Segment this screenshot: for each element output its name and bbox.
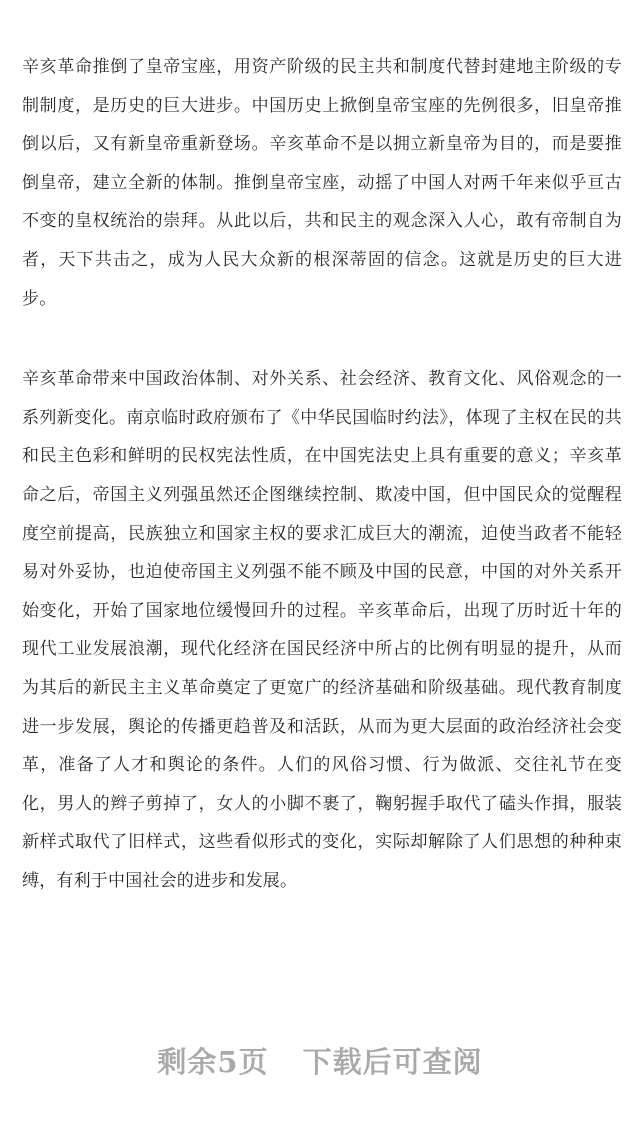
document-body [22, 48, 622, 900]
download-prompt[interactable] [0, 1040, 640, 1081]
paragraph-2: 辛亥革命带来中国政治体制、对外关系、社会经济、教育文化、风俗观念的一系列新变化。南京临时政府颁布了《中华民国临时约法》，体现了主权在民的共和民主色彩和鲜明的民权宪法性质，在中国宪法史上具有重要的意义；辛亥革命之后，帝国主义列强虽然还企图继续控制、欺凌中国，但中国民众的觉醒程度空前提高，民族独立和国家主权的要求汇成巨大的潮流，迫使当政者不能轻易对外妥协，也迫使帝国主义列强不能不顾及中国的民意，中国的对外关系开始变化，开始了国家地位缓慢回升的过程。辛亥革命后，出现了历时近十年的现代工业发展浪潮，现代化经济在国民经济中所占的比例有明显的提升，从而为其后的新民主主义革命奠定了更宽广的经济基础和阶级基础。现代教育制度进一步发展，舆论的传播更趋普及和活跃，从而为更大层面的政治经济社会变革，准备了人才和舆论的条件。人们的风俗习惯、行为做派、交往礼节在变化，男人的辫子剪掉了，女人的小脚不裹了，鞠躬握手取代了磕头作揖，服装新样式取代了旧样式，这些看似形式的变化，实际却解除了人们思想的种种束缚，有利于中国社会的进步和发展。 [22, 369, 622, 891]
download-hint-label: 下载后可查阅 [302, 1045, 483, 1079]
remaining-pages-label: 剩余5页 [157, 1045, 269, 1079]
paragraph-1: 辛亥革命推倒了皇帝宝座，用资产阶级的民主共和制度代替封建地主阶级的专制制度，是历史的巨大进步。中国历史上掀倒皇帝宝座的先例很多，旧皇帝推倒以后，又有新皇帝重新登场。辛亥革命不是以拥立新皇帝为目的，而是要推倒皇帝，建立全新的体制。推倒皇帝宝座，动摇了中国人对两千年来似乎亘古不变的皇权统治的崇拜。从此以后，共和民主的观念深入人心，敢有帝制自为者，天下共击之，成为人民大众新的根深蒂固的信念。这就是历史的巨大进步。 [22, 57, 622, 309]
